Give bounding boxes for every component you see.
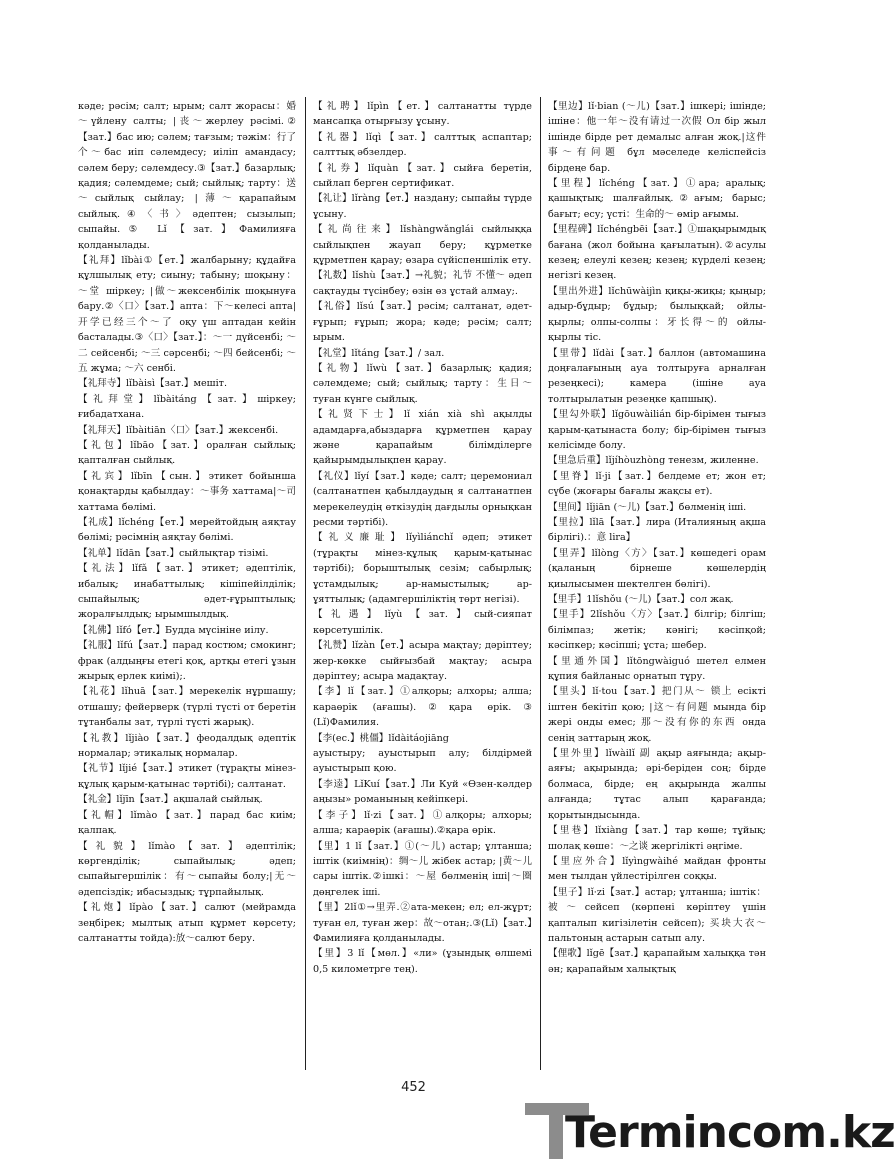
dictionary-entry: 【礼节】lǐjié【зат.】этикет (тұрақты мінез-құлық қарым-қатынас тәртібі); салтанат. — [78, 763, 296, 790]
dictionary-entry: 【里脊】lǐ·ji【зат.】белдеме ет; жон ет; сүбе (жоғары бағалы жақсы ет). — [548, 470, 766, 498]
dictionary-entry: 【礼佛】lǐfó【ет.】Будда мүсініне иілу. — [78, 624, 269, 636]
dictionary-entry: 【里边】lǐ·bian (～儿)【зат.】ішкері; ішінде; ішіне：他一年～没有请过一次假 Ол бір жыл ішінде бірде рет демалыс алған жоқ.|这件事～有问题 бұл мәселеде келіспейсіз бірдеңе бар. — [548, 101, 766, 174]
dictionary-entry: 【李】lǐ【зат.】①алқоры; алхоры; алша; караөрік (ағашы).②қара өрік.③ (Lǐ)Фамилия. — [313, 686, 532, 729]
dictionary-entry: 【礼金】lǐjīn【зат.】ақшалай сыйлық. — [78, 794, 263, 806]
dictionary-column-3 — [548, 99, 766, 977]
dictionary-entry: 【里外里】lǐwàilǐ 副 ақыр аяғында; ақыр-аяғы; ақырында; әрі-беріден соң; бірде болмаса, бірде; ең ақырында жалпы алғанда; тұтас алып қарағанда; қорытындысында. — [548, 748, 766, 821]
dictionary-entry: 【礼义廉耻】lǐyìliánchǐ әдеп; этикет (тұрақты мінез-құлық қарым-қатынас тәртібі); борыштылық сезім; сабырлық; ұстамдылық; ар-намыстылық; ар-ұяттылық; (адамгершіліктің төрт негізі). — [313, 532, 532, 605]
dictionary-entry: 【里拉】lǐlā【зат.】лира (Италияның ақша бірлігі).：意 lira】 — [548, 516, 766, 544]
dictionary-entry: 【里】2lǐ①→里弄.②ата-мекен; ел; ел-жұрт; туған ел, туған жер：故～отан;.③(Lǐ)【зат.】Фамилияға қолданылады. — [313, 902, 532, 944]
dictionary-entry: 【里巷】lǐxiàng【зат.】тар көше; тұйық; шолақ көше：～之谈 жергілікті әңгіме. — [548, 825, 766, 852]
column-divider — [540, 97, 541, 1070]
dictionary-entry: 【礼拜堂】lǐbàitáng【зат.】шіркеу; ғибадатхана. — [78, 393, 296, 421]
dictionary-entry: 【里头】lǐ·tou【зат.】把门从～ 锁上 есікті іштен бекітіп қою; |这～有问题 мында бір жері онды емес; 那～没有你的东西 онда сенің заттарың жоқ. — [548, 686, 766, 744]
page-number: 452 — [401, 1080, 426, 1095]
dictionary-entry: 【礼数】lǐshù【зат.】→礼貌；礼节 不懂～ әдеп сақтауды түсінбеу; өзін өз ұстай алмау;. — [313, 270, 532, 297]
dictionary-entry: 【里手】2lǐshǒu〈方〉【зат.】білгір; білгіш; білімпаз; жетік; кәнігі; кәсіпқой; кәсіпкер; кәсіпші; ұста; шебер. — [548, 609, 766, 652]
dictionary-entry: 【礼教】lǐjiào【зат.】феодалдық әдептік нормалар; этикалық нормалар. — [78, 732, 296, 760]
dictionary-entry: 【里弄】lǐlòng〈方〉【зат.】көшедегі орам (қаланың бірнеше көшелердің қиылысымен шектелген бөлігі). — [548, 547, 766, 590]
dictionary-entry: 【礼法】lǐfǎ【зат.】этикет; әдептілік, ибалық; инабаттылық; кішіпейілділік; сыпайылық; әдет-ғұрыптылық; жоралғылдық; ырымшылдық. — [78, 563, 296, 621]
dictionary-entry: 【里通外国】lǐtōngwàiguó шетел елмен құпия байланыс орнатып тұру. — [548, 655, 766, 683]
dictionary-entry: 【里应外合】lǐyìngwàihé майдан фронты мен тылдан үйлестірілген соққы. — [548, 855, 766, 883]
dictionary-entry: 【礼仪】lǐyí【зат.】кәде; салт; церемониал (салтанатпен қабылдаудың я салтанатпен мерекелеудің өткізудің дағдылы орнықкан ресми тәртібі). — [313, 470, 532, 528]
dictionary-entry: 【里勾外联】lǐgōuwàilián бір-бірімен тығыз қарым-қатынаста болу; бір-бірімен тығыз келісімде болу. — [548, 409, 766, 451]
dictionary-entry: 【礼聘】lǐpìn【ет.】салтанатты түрде мансапқа отырғызу ұсыну. — [313, 101, 532, 128]
dictionary-entry: 【礼俗】lǐsú【зат.】рәсім; салтанат, әдет-ғұрып; ғұрып; жора; кәде; рәсім; салт; ырым. — [313, 301, 532, 344]
column-divider — [305, 97, 306, 1070]
dictionary-entry: 【礼拜天】lǐbàitiān〈口〉【зат.】жексенбі. — [78, 424, 279, 436]
dictionary-entry: 【里程】lǐchéng【зат.】①ара; аралық; қашықтық; шалғайлық.②ағым; барыс; бағыт; есу; үсті：生命的～ өмір ағымы. — [548, 178, 766, 220]
dictionary-entry: 【礼拜寺】lǐbàisì【зат.】мешіт. — [78, 378, 228, 390]
dictionary-entry: 【礼物】lǐwù【зат.】базарлық; қадия; сәлемдеме; сый; сыйлық; тарту：生日～туған күнге сыйлық. — [313, 362, 532, 405]
dictionary-entry: 【礼貌】lǐmào【зат.】әдептілік; көргенділік; сыпайылық; әдеп; сыпайыгершілік：有～сыпайы болу;|无～әдепсіздік; ибасыздық; тұрпайылық. — [78, 840, 296, 898]
logo-text: Termincom.kz — [565, 1107, 895, 1158]
dictionary-column-2 — [313, 99, 532, 977]
dictionary-entry: 【李子】lǐ·zi【зат.】①алқоры; алхоры; алша; караөрік (ағашы).②қара өрік. — [313, 809, 532, 837]
dictionary-column-1 — [78, 99, 296, 946]
dictionary-entry: 【礼遇】lǐyù【зат.】сый-сияпат көрсетушілік. — [313, 609, 532, 636]
dictionary-entry: 【里】3 lǐ【мөл.】«ли» (ұзындық өлшемі 0,5 километрге тең). — [313, 948, 532, 975]
dictionary-entry: 【礼包】lǐbāo【зат.】оралған сыйлық; қапталған сыйлық. — [78, 439, 296, 467]
dictionary-entry: 【里急后重】lǐjíhòuzhòng тенезм, жиленне. — [548, 455, 759, 467]
dictionary-entry: 【礼器】lǐqì【зат.】салттық аспаптар; салттық әбзелдер. — [313, 131, 532, 159]
dictionary-entry: 【礼成】lǐchéng【ет.】мерейтойдың аяқтау бөлімі; рәсімнің аяқтау бөлімі. — [78, 516, 296, 544]
dictionary-entry: 【里程碑】lǐchéngbēi【зат.】①шақырымдық бағана (жол бойына қағылатын).②асулы кезең; елеулі кезең; кезең; күрделі кезең; негізгі кезең. — [548, 224, 766, 282]
dictionary-entry: 【礼赞】lǐzàn【ет.】асыра мақтау; дәріптеу; жер-көкке сыйғызбай мақтау; асыра дәріптеу; асыра мадақтау. — [313, 640, 532, 683]
dictionary-entry: 【礼贤下士】lǐ xián xià shì ақылды адамдарға,абыздарға құрметпен қарау және қарапайым білімділерге қайырымдылықпен қарау. — [313, 409, 532, 467]
dictionary-entry: 【里手】1lǐshǒu (～儿)【зат.】сол жақ. — [548, 594, 734, 605]
dictionary-entry: 【里子】lǐ·zi【зат.】астар; ұлтанша; іштік：被～сейсеп (көрпені көріптеу үшін қапталып кигізілетін сейсеп); 买块大衣～пальтоның астарын сатып алу. — [548, 886, 766, 944]
dictionary-entry: 【礼让】lǐràng【ет.】наздану; сыпайы түрде ұсыну. — [313, 193, 532, 220]
dictionary-entry: 【李(ес.】桃僵】lǐdàitáojiāng — [313, 732, 449, 744]
dictionary-entry: 【礼尚往来】lǐshàngwǎnglái сыйлыққа сыйлықпен жауап беру; құрметке құрметпен қарау; өзара сүйіспеншілік ету. — [313, 224, 532, 267]
dictionary-entry: 【礼拜】lǐbài①【ет.】жалбарыну; құдайға құлшылық ету; сиыну; табыну; шоқыну：～堂 шіркеу; |做～жексенбілік шоқынуға бару.②〈口〉【зат.】апта：下～келесі апта|开学已经三个～了 оқу үш аптадан кейін басталады.③〈口〉【зат.】：～一 дүйсенбі; ～二 сейсенбі; ～三 сәрсенбі; ～四 бейсенбі; ～五 жұма; ～六 сенбі. — [78, 255, 296, 374]
dictionary-entry: 【礼服】lǐfú【зат.】парад костюм; смокинг; фрак (алдыңғы етегі қоқ, артқы етегі ұзын жырық ерлек киімі);. — [78, 640, 296, 683]
termincom-logo — [525, 1103, 895, 1161]
dictionary-entry: 【礼帽】lǐmào【зат.】парад бас киім; қалпақ. — [78, 809, 296, 837]
dictionary-entry: 【礼单】lǐdān【зат.】сыйлықтар тізімі. — [78, 547, 269, 559]
dictionary-entry: 【礼堂】lǐtáng【зат.】/ зал. — [313, 347, 445, 359]
logo-t-stem — [549, 1103, 563, 1159]
dictionary-entry: 【里间】lǐjiān (～儿)【зат.】бөлменің іші. — [548, 501, 747, 513]
dictionary-entry: 【俚歌】lǐgē【зат.】қарапайым халыққа тән ән; қарапайым халықтық — [548, 948, 766, 975]
dictionary-entry: 【礼花】lǐhuā【зат.】мерекелік нұршашу; отшашу; фейерверк (түрлі түсті от беретін тұтанбалы зат, түрлі түсті жарық). — [78, 686, 296, 729]
dictionary-entry: 【礼炮】lǐpào【зат.】салют (мейрамда зеңбірек; мылтық атып құрмет көрсету; салтанатты тойда):放～салют беру. — [78, 902, 296, 944]
dictionary-entry: 【里带】lǐdài【зат.】баллон (автомашина доңғалағының ауа толтыруға арналған резеңкесі); камера (ішіне ауа толтырылатын резеңке қапшық). — [548, 347, 766, 405]
dictionary-entry: 【礼宾】lǐbīn【сын.】этикет бойынша қонақтарды қабылдау：～事务 хаттама|～司 хаттама бөлімі. — [78, 470, 296, 513]
dictionary-entry: 【礼券】lǐquàn【зат.】сыйға беретін, сыйлап берген сертификат. — [313, 162, 532, 190]
dictionary-entry: кәде; рәсім; салт; ырым; салт жорасы：婚～үйлену салты; |丧～жерлеу рәсімі.②【зат.】бас ию; сәлем; тағзым; тәжім：行了个～бас иіп сәлемдесу; иіліп амандасу; сәлем беру; сәлемдесу.③【зат.】базарлық; қадия; сәлемдеме; сый; сыйлық; тарту：送～сыйлық сыйлау; |薄～қарапайым сыйлық.④〈书〉әдептен; сызылып; сыпайы.⑤ Lǐ【зат.】Фамилияға қолданылады. — [78, 101, 296, 251]
dictionary-entry: ауыстыру; ауыстырып алу; білдірмей ауыстырып қою. — [313, 748, 532, 775]
dictionary-entry: 【李逵】LǐKuí【зат.】Ли Куй «Өзен-кәлдер аңызы» романының кейіпкері. — [313, 778, 532, 806]
dictionary-entry: 【里出外进】lǐchūwàijìn қиқы-жиқы; қыңыр; адыр-бұдыр; бұдыр; былықкай; ойлы-қырлы; олпы-солпы：牙长得～的 ойлы-қырлы тіс. — [548, 285, 766, 344]
dictionary-entry: 【里】1 lǐ【зат.】①(～儿) астар; ұлтанша; іштік (киімнің)：绸～儿 жібек астар; |黄～儿 сары іштік.②ішкі：～屋 бөлменің іші|～圈 дөңгелек іші. — [313, 840, 532, 898]
